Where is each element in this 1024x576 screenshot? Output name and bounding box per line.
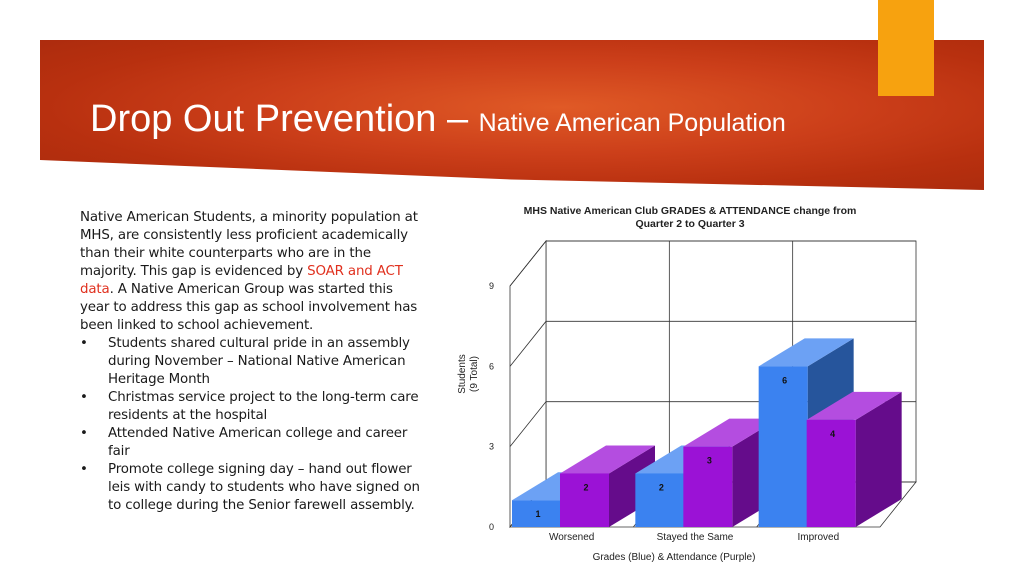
chart-title-line: MHS Native American Club GRADES & ATTENDANCE change from xyxy=(523,205,857,217)
bar-data-label: 6 xyxy=(782,375,788,386)
list-item-text: Christmas service project to the long-term care residents at the hospital xyxy=(108,390,419,423)
bar-data-label: 2 xyxy=(583,482,589,493)
title-main: Drop Out Prevention – xyxy=(90,98,479,140)
chart xyxy=(448,196,918,572)
y-axis-label-line: Students xyxy=(457,354,468,394)
list-item-text: Promote college signing day – hand out flower leis with candy to students who have signed on to college during the Senior farewell assembly. xyxy=(108,462,420,513)
bullet-list xyxy=(80,335,420,515)
x-tick-label: Worsened xyxy=(548,532,595,543)
title-sub: Native American Population xyxy=(478,109,786,137)
intro-text-end: . A Native American Group was started this year to address this gap as school involvement has been linked to school achievement. xyxy=(80,282,418,333)
bullet-marker: • xyxy=(80,336,88,351)
list-item xyxy=(80,335,420,389)
bar-front xyxy=(759,366,808,527)
bullet-marker: • xyxy=(80,426,88,441)
chart-svg xyxy=(448,196,918,572)
bar-data-label: 3 xyxy=(706,455,712,466)
y-axis-label-line: (9 Total) xyxy=(469,356,480,392)
bar-data-label: 4 xyxy=(830,428,836,439)
accent-tab xyxy=(878,0,934,96)
intro-paragraph xyxy=(80,209,420,335)
x-tick-label: Improved xyxy=(797,532,840,543)
body-text xyxy=(80,209,420,515)
list-item-text: Students shared cultural pride in an assembly during November – National Native American Heritage Month xyxy=(108,336,410,387)
intro-highlight: SOAR and ACT data xyxy=(80,264,403,297)
y-tick-label: 3 xyxy=(488,441,494,452)
x-tick-label: Stayed the Same xyxy=(656,532,734,543)
chart-title-line: Quarter 2 to Quarter 3 xyxy=(635,218,745,230)
intro-text: Native American Students, a minority population at MHS, are consistently less proficient academically than their white counterparts who are in the majority. This gap is evidenced by xyxy=(80,210,418,279)
y-tick-label: 0 xyxy=(488,522,494,532)
list-item xyxy=(80,425,420,461)
bar-data-label: 2 xyxy=(658,482,664,493)
y-tick-label: 6 xyxy=(488,361,494,372)
list-item xyxy=(80,461,420,515)
bullet-marker: • xyxy=(80,390,88,405)
bullet-marker: • xyxy=(80,462,88,477)
y-tick-label: 9 xyxy=(488,281,494,291)
x-axis-label: Grades (Blue) & Attendance (Purple) xyxy=(592,552,756,563)
bar-data-label: 1 xyxy=(535,509,541,520)
slide-title xyxy=(90,98,786,141)
list-item-text: Attended Native American college and career fair xyxy=(108,426,408,459)
list-item xyxy=(80,389,420,425)
